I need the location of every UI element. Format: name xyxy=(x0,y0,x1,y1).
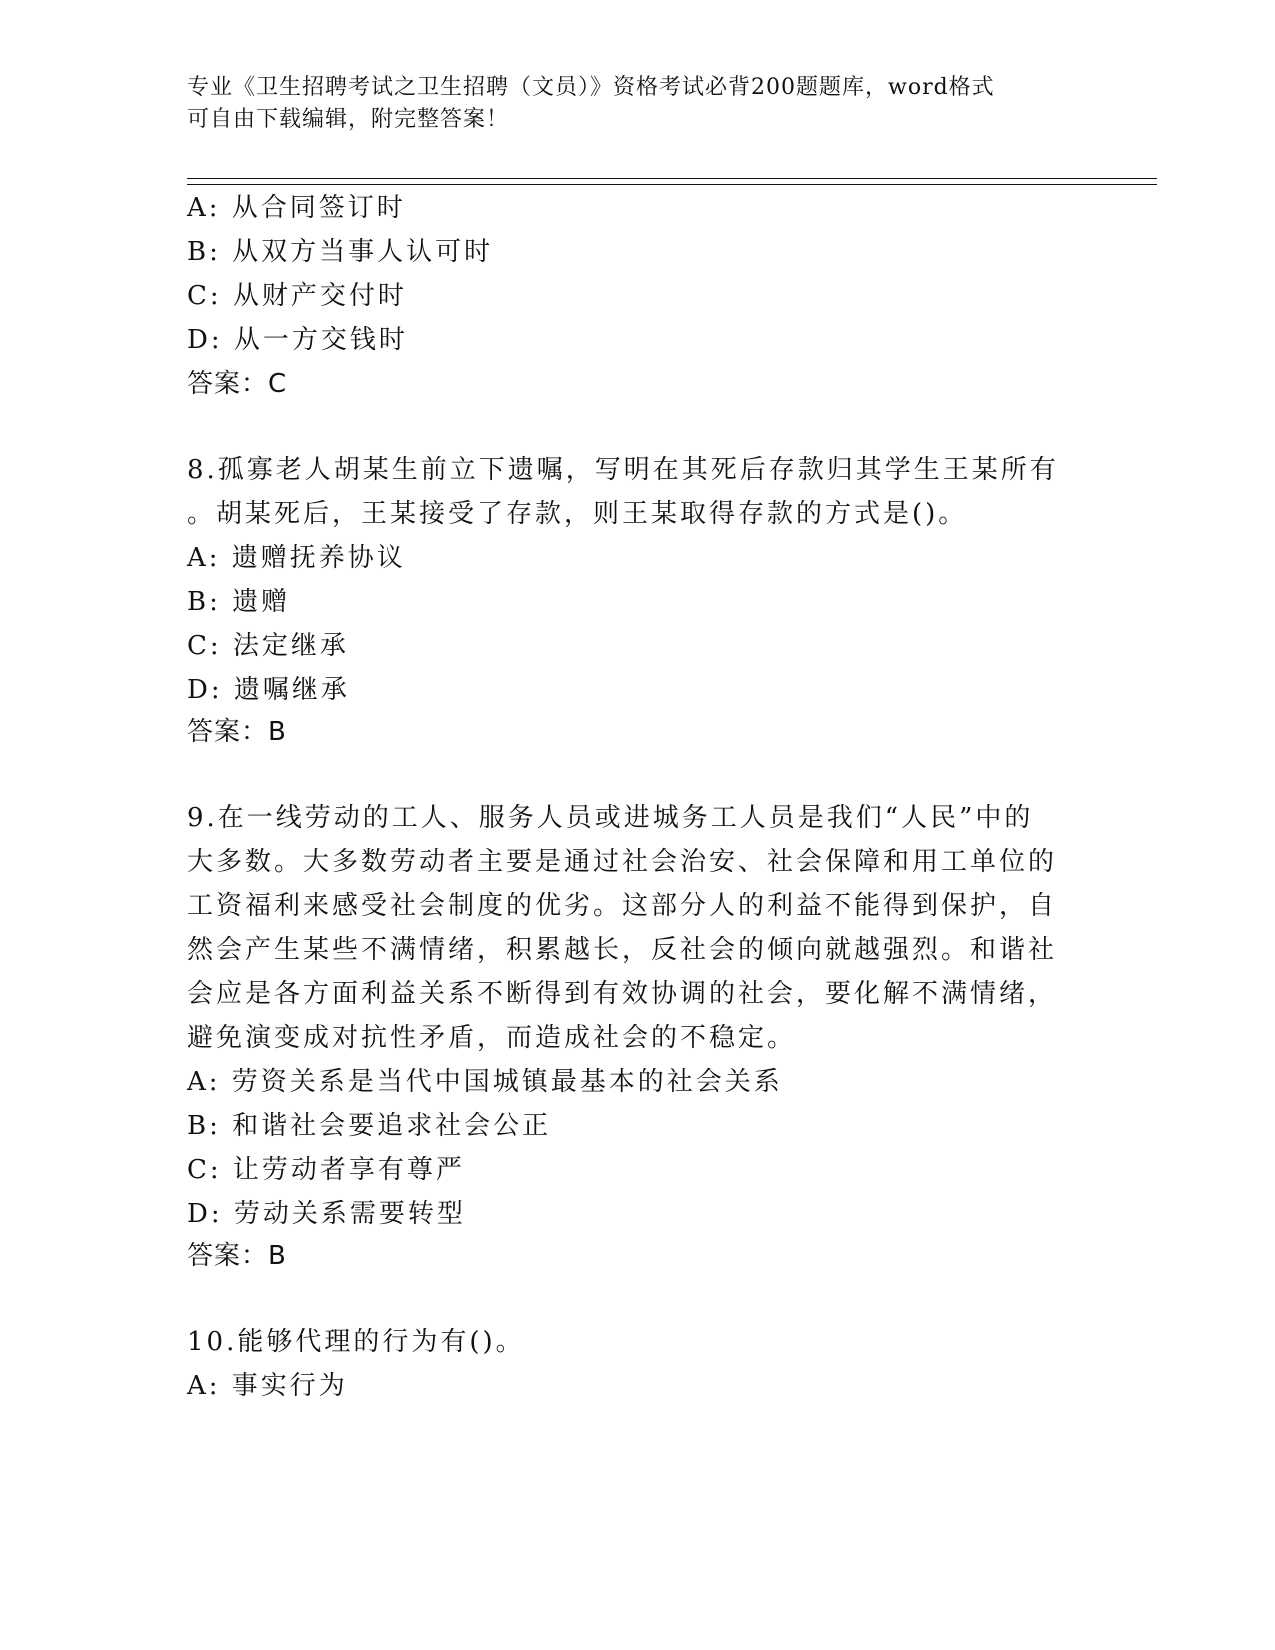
q9-answer: 答案：B xyxy=(187,1241,287,1271)
header-rule-bottom xyxy=(187,184,1157,185)
q8-option-c: C: 法定继承 xyxy=(187,631,349,661)
q7-option-d: D: 从一方交钱时 xyxy=(187,325,408,355)
q8-option-d: D: 遗嘱继承 xyxy=(187,675,350,705)
header-rule-top xyxy=(187,178,1157,179)
q9-stem-line-1: 9.在一线劳动的工人、服务人员或进城务工人员是我们“人民”中的 xyxy=(187,803,1034,833)
q7-option-b: B: 从双方当事人认可时 xyxy=(187,237,494,267)
q9-stem-line-4: 然会产生某些不满情绪，积累越长，反社会的倾向就越强烈。和谐社 xyxy=(187,935,1058,965)
q8-stem-line-1: 8.孤寡老人胡某生前立下遗嘱，写明在其死后存款归其学生王某所有 xyxy=(187,455,1059,485)
q8-option-a: A: 遗赠抚养协议 xyxy=(187,543,406,573)
q9-option-a: A: 劳资关系是当代中国城镇最基本的社会关系 xyxy=(187,1067,783,1097)
header-line-2: 可自由下载编辑，附完整答案！ xyxy=(187,107,510,132)
q9-option-d: D: 劳动关系需要转型 xyxy=(187,1199,466,1229)
q8-answer: 答案：B xyxy=(187,717,287,747)
q10-option-a: A: 事实行为 xyxy=(187,1371,348,1401)
q7-option-c: C: 从财产交付时 xyxy=(187,281,407,311)
q9-option-c: C: 让劳动者享有尊严 xyxy=(187,1155,465,1185)
document-header xyxy=(187,72,1067,136)
q9-stem-line-6: 避免演变成对抗性矛盾，而造成社会的不稳定。 xyxy=(187,1023,797,1053)
q10-stem-line-1: 10.能够代理的行为有()。 xyxy=(187,1327,525,1357)
q9-stem-line-2: 大多数。大多数劳动者主要是通过社会治安、社会保障和用工单位的 xyxy=(187,847,1058,877)
q9-stem-line-5: 会应是各方面利益关系不断得到有效协调的社会，要化解不满情绪， xyxy=(187,979,1058,1009)
q7-option-a: A: 从合同签订时 xyxy=(187,193,406,223)
header-line-1: 专业《卫生招聘考试之卫生招聘（文员）》资格考试必背200题题库，word格式 xyxy=(187,75,995,100)
q9-stem-line-3: 工资福利来感受社会制度的优劣。这部分人的利益不能得到保护，自 xyxy=(187,891,1058,921)
q7-answer: 答案：C xyxy=(187,369,288,399)
q8-option-b: B: 遗赠 xyxy=(187,587,291,617)
q9-option-b: B: 和谐社会要追求社会公正 xyxy=(187,1111,552,1141)
q8-stem-line-2: 。胡某死后，王某接受了存款，则王某取得存款的方式是()。 xyxy=(187,499,968,529)
